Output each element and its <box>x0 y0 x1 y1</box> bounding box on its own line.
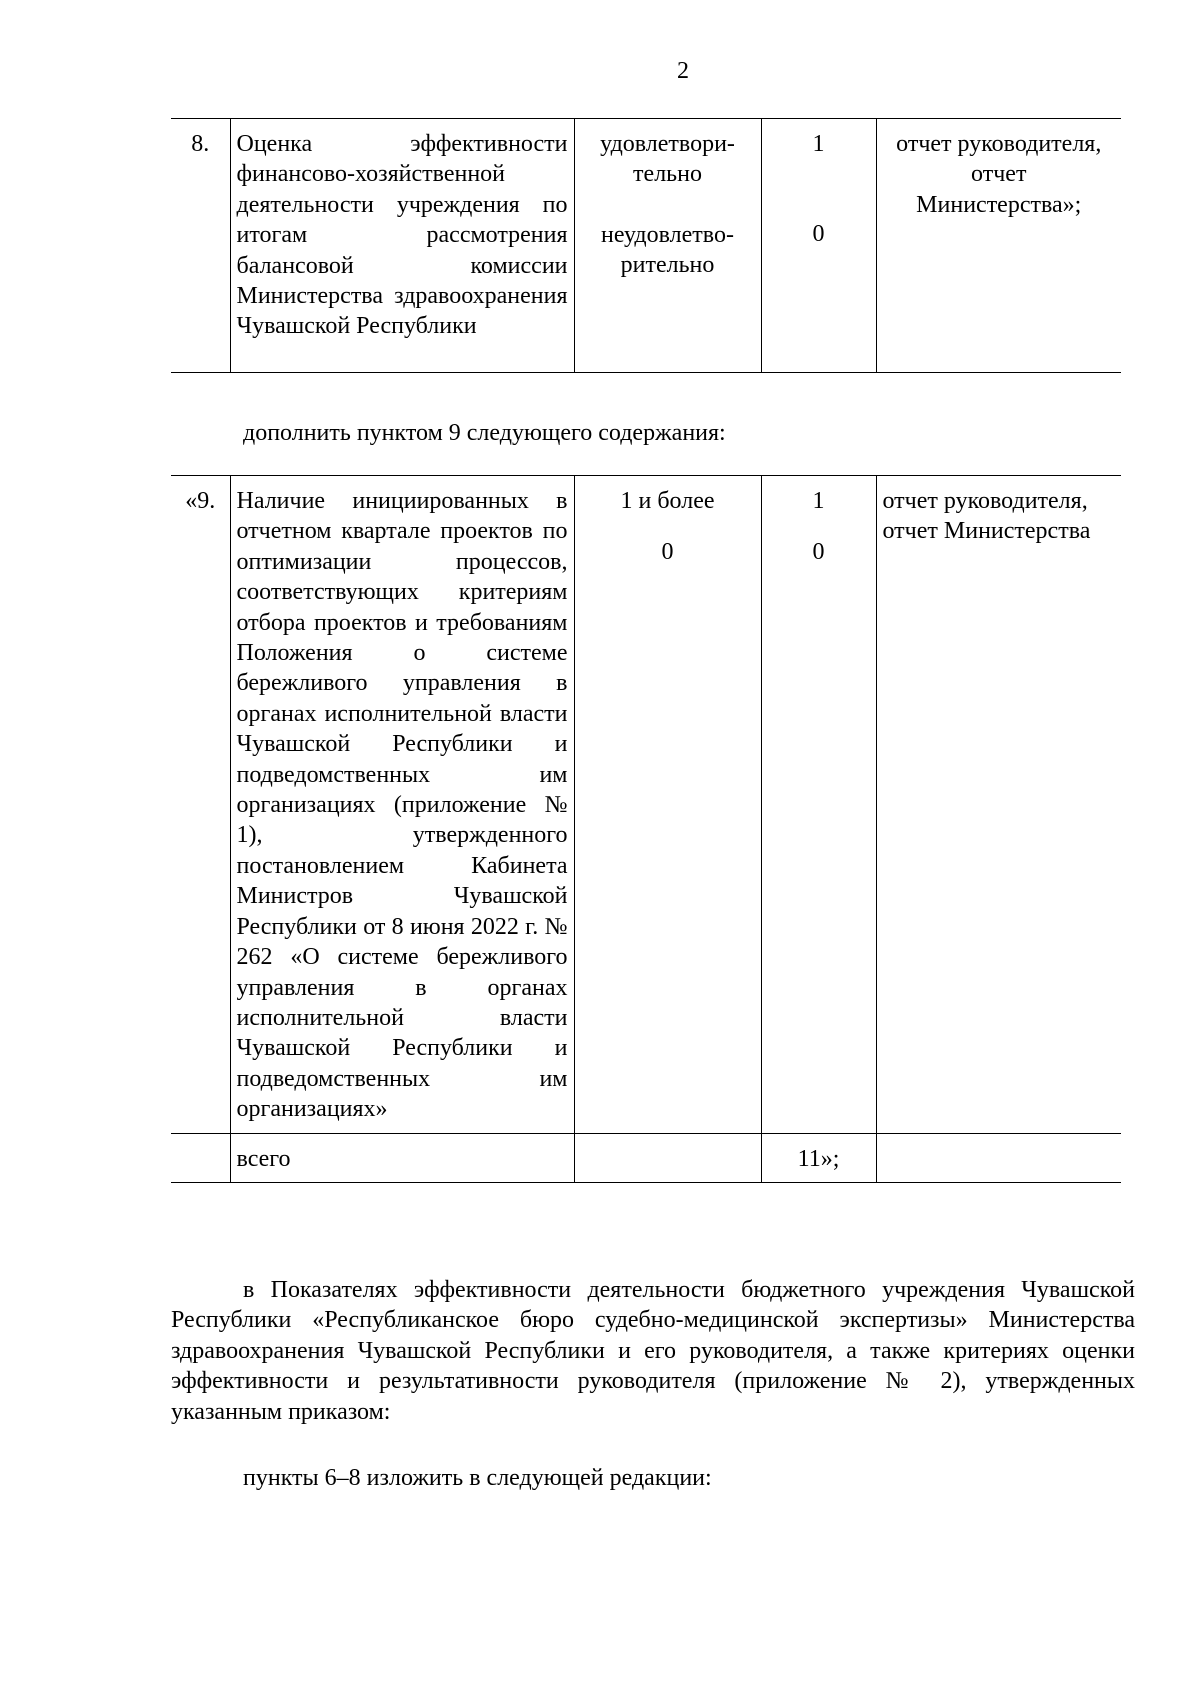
criteria-table-row-9 <box>171 475 1121 1183</box>
table-row <box>171 119 1121 373</box>
criterion-values <box>574 476 761 1134</box>
source-line1: отчет руководителя, <box>896 131 1102 157</box>
criterion-source <box>876 119 1121 373</box>
page-number: 2 <box>677 58 689 84</box>
value-satisfactory-line2: тельно <box>633 161 702 188</box>
row-number: «9. <box>171 476 230 1134</box>
total-empty-cell <box>574 1133 761 1182</box>
value-zero: 0 <box>661 539 674 566</box>
instruction-appendix-2: в Показателях эффективности деятельности бюджетного учреждения Чувашской Республики «Республиканское бюро судебно-медицинской экспертизы» Министерства здравоохранения Чувашской Республики и его руководителя, а также критериях оценки эффективности и результативности руководителя (приложение № 2), утвержденных указанным приказом: <box>171 1277 1135 1425</box>
score-unsatisfactory: 0 <box>812 221 825 248</box>
source-line2: отчет Министерства <box>882 518 1091 545</box>
row-number: 8. <box>171 119 230 373</box>
total-empty-cell <box>876 1133 1121 1182</box>
criterion-source <box>876 476 1121 1134</box>
value-unsatisfactory-line1: неудовлетво- <box>601 221 734 248</box>
table-total-row <box>171 1133 1121 1182</box>
criterion-description: Оценка эффективности финансово-хозяйственной деятельности учреждения по итогам рассмотрения балансовой комиссии Министерства здравоохранения Чувашской Республики <box>230 119 574 373</box>
score-zero: 0 <box>812 539 825 566</box>
score-one-or-more: 1 <box>812 488 825 514</box>
value-one-or-more: 1 и более <box>620 488 715 514</box>
criterion-values <box>574 119 761 373</box>
criterion-scores <box>761 476 876 1134</box>
total-empty-cell <box>171 1133 230 1182</box>
criterion-description: Наличие инициированных в отчетном квартале проектов по оптимизации процессов, соответствующих критериям отбора проектов и требованиям Положения о системе бережливого управления в органах исполнительной власти Чувашской Республики и подведомственных им организациях (приложение № 1), утвержденного постановлением Кабинета Министров Чувашской Республики от 8 июня 2022 г. № 262 «О системе бережливого управления в органах исполнительной власти Чувашской Республики и подведомственных им организациях» <box>230 476 574 1134</box>
value-satisfactory-line1: удовлетвори- <box>600 131 735 157</box>
table-row <box>171 476 1121 1134</box>
criteria-table-row-8 <box>171 118 1121 373</box>
instruction-items-6-8: пункты 6–8 изложить в следующей редакции: <box>243 1465 712 1491</box>
total-score: 11»; <box>761 1133 876 1182</box>
total-label: всего <box>230 1133 574 1182</box>
source-line3: Министерства»; <box>916 191 1082 218</box>
value-unsatisfactory-line2: рительно <box>620 252 715 279</box>
instruction-add-item-9: дополнить пунктом 9 следующего содержания: <box>243 420 726 446</box>
source-line1: отчет руководителя, <box>882 488 1088 514</box>
source-line2: отчет <box>971 161 1027 188</box>
score-satisfactory: 1 <box>812 131 825 157</box>
criterion-scores <box>761 119 876 373</box>
